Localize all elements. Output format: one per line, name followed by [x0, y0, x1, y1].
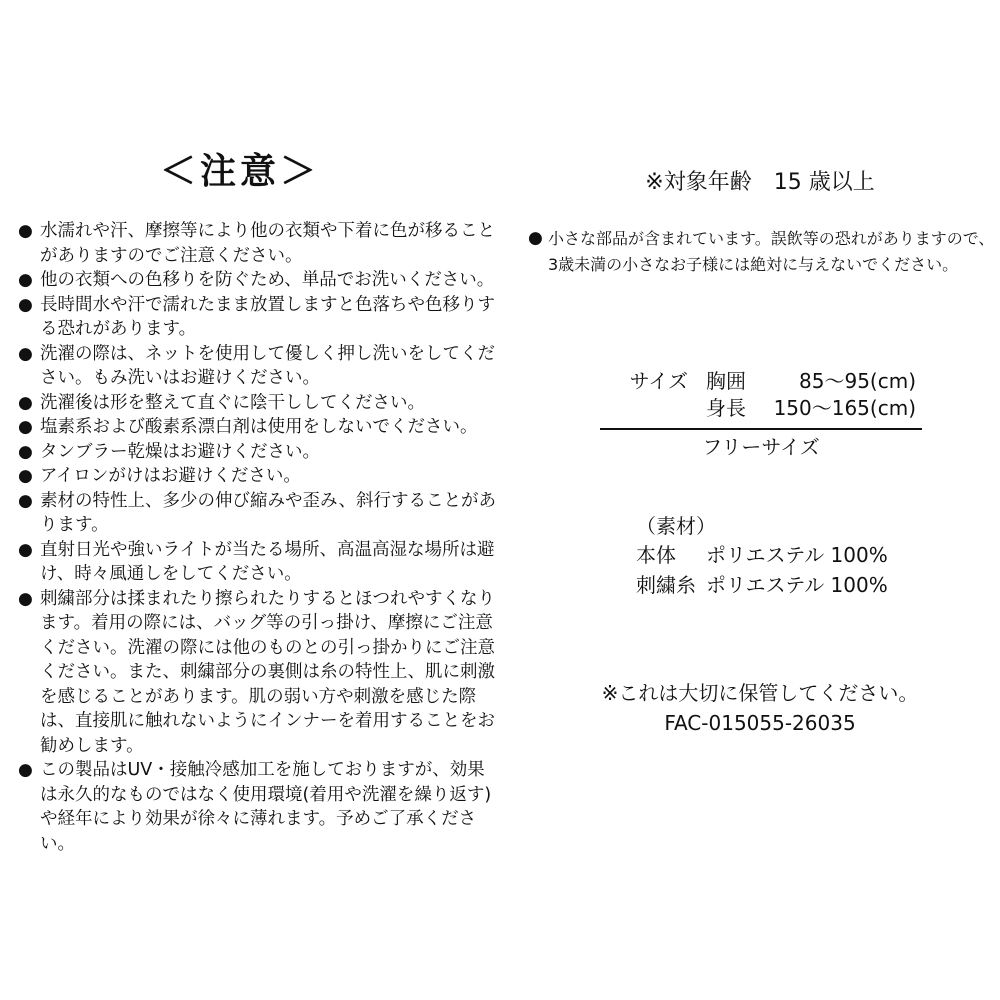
height-value: 150〜165(cm)	[773, 396, 916, 420]
caution-list	[18, 219, 498, 856]
caution-item	[18, 587, 498, 759]
caution-text: 直射日光や強いライトが当たる場所、高温高湿な場所は避け、時々風通しをしてください。	[40, 539, 495, 584]
caution-heading: ＜注意＞	[159, 151, 320, 192]
bullet-icon: ●	[18, 588, 33, 609]
caution-item	[18, 464, 498, 489]
bullet-icon: ●	[18, 392, 33, 413]
small-parts-text: 小さな部品が含まれています。誤飲等の恐れがありますので、3歳未満の小さなお子様には絶対に与えないでください。	[548, 229, 995, 274]
caution-text: 他の衣類への色移りを防ぐため、単品でお洗いください。	[40, 270, 495, 290]
material-thread-label: 刺繍糸	[636, 573, 696, 597]
bullet-icon: ●	[18, 466, 33, 486]
small-parts-note	[528, 226, 998, 278]
size-row-height	[600, 395, 922, 422]
bullet-icon: ●	[528, 228, 543, 248]
caution-item	[18, 219, 498, 268]
size-table	[600, 368, 922, 462]
caution-item	[18, 440, 498, 465]
caution-item	[18, 415, 498, 440]
material-title: （素材）	[636, 514, 716, 538]
caution-text: タンブラー乾燥はお避けください。	[40, 441, 320, 462]
material-row-thread	[636, 570, 936, 600]
product-code: FAC-015055-26035	[664, 711, 856, 735]
chest-value: 85〜95(cm)	[799, 369, 916, 393]
material-section	[636, 512, 936, 600]
bullet-icon: ●	[18, 417, 33, 437]
caution-text: 洗濯の際は、ネットを使用して優しく押し洗いをしてください。もみ洗いはお避けください。	[40, 343, 495, 388]
caution-text: アイロンがけはお避けください。	[40, 466, 301, 486]
size-divider	[600, 428, 922, 430]
material-body-value: ポリエステル 100%	[706, 543, 888, 567]
keep-notice: ※これは大切に保管してください。	[601, 681, 919, 705]
caution-text: 洗濯後は形を整えて直ぐに陰干ししてください。	[40, 392, 425, 413]
caution-text: 塩素系および酸素系漂白剤は使用をしないでください。	[40, 417, 478, 437]
caution-text: 刺繍部分は揉まれたり擦られたりするとほつれやすくなります。着用の際には、バッグ等の引っ掛け、摩擦にご注意ください。洗濯の際には他のものとの引っ掛かりにご注意ください。また、刺繍部分の裏側は糸の特性上、肌に刺激を感じることがあります。肌の弱い方や刺激を感じた際は、直接肌に触れないようにインナーを着用することをお勧めします。	[40, 588, 495, 756]
caution-text: 素材の特性上、多少の伸び縮みや歪み、斜行することがあります。	[40, 490, 497, 535]
bullet-icon: ●	[18, 539, 33, 560]
bullet-icon: ●	[18, 343, 33, 364]
caution-item	[18, 538, 498, 587]
size-label-spacer	[600, 395, 688, 422]
height-label: 身長	[706, 396, 746, 420]
material-body-label: 本体	[636, 543, 676, 567]
caution-item	[18, 489, 498, 538]
size-row-chest	[600, 368, 922, 395]
caution-text: 長時間水や汗で濡れたまま放置しますと色落ちや色移りする恐れがあります。	[40, 294, 495, 339]
caution-text: この製品はUV・接触冷感加工を施しておりますが、効果は永久的なものではなく使用環境(着用や洗濯を繰り返す)や経年により効果が徐々に薄れます。予めご了承ください。	[40, 760, 492, 854]
size-label: サイズ	[629, 369, 688, 393]
bullet-icon: ●	[18, 490, 33, 511]
bullet-icon: ●	[18, 760, 33, 780]
caution-item	[18, 268, 498, 293]
bullet-icon: ●	[18, 441, 33, 462]
material-thread-value: ポリエステル 100%	[706, 573, 888, 597]
caution-item	[18, 293, 498, 342]
bullet-icon: ●	[18, 294, 33, 315]
small-parts-item	[528, 226, 998, 278]
bullet-icon: ●	[18, 221, 33, 241]
caution-text: 水濡れや汗、摩擦等により他の衣類や下着に色が移ることがありますのでご注意ください。	[40, 221, 495, 266]
chest-label: 胸囲	[706, 369, 746, 393]
bullet-icon: ●	[18, 270, 33, 290]
free-size-label: フリーサイズ	[702, 435, 820, 459]
caution-item	[18, 342, 498, 391]
caution-item	[18, 391, 498, 416]
material-row-body	[636, 540, 936, 570]
target-age-notice: ※対象年齢 15 歳以上	[645, 170, 875, 195]
caution-item	[18, 758, 498, 856]
